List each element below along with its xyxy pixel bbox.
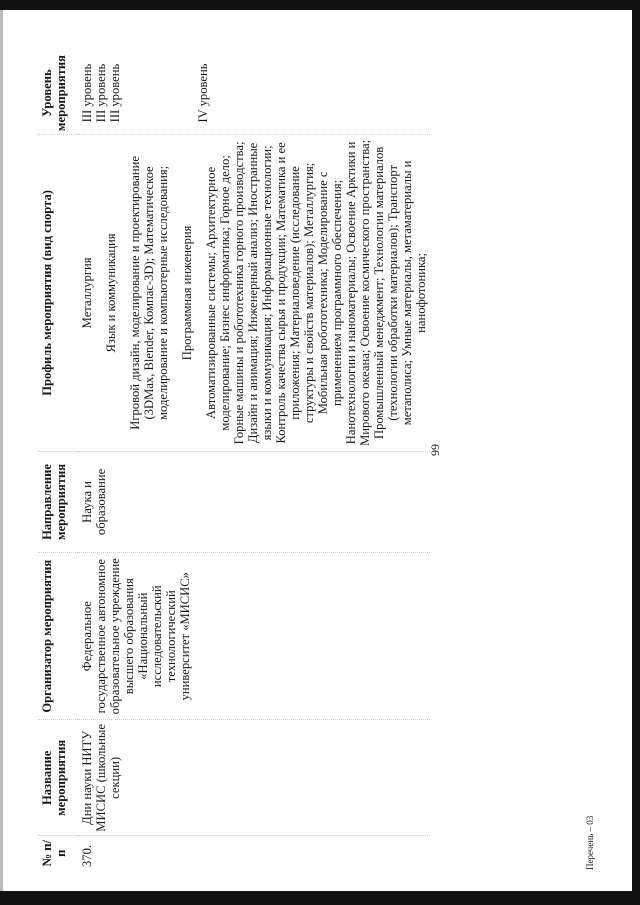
- level-item: III уровень: [94, 63, 108, 123]
- scan-top-border: [0, 0, 640, 10]
- profile-item: Металлургия: [80, 257, 94, 329]
- row-profiles: [78, 135, 430, 452]
- header-profile: Профиль мероприятия (вид спорта): [38, 135, 78, 452]
- row-levels: [78, 52, 430, 135]
- profile-item: Программная инженерия: [180, 225, 194, 361]
- level-item: III уровень: [108, 63, 122, 123]
- page-number: 99: [428, 444, 442, 456]
- footer-label: Перечень – 03: [585, 815, 595, 870]
- header-number: № п/п: [40, 839, 68, 867]
- row-event-name: Дни науки НИТУ МИСИС (школьные секции): [78, 720, 430, 836]
- scan-bottom-border: [0, 891, 640, 905]
- row-organizer: Федеральное государственное автономное образовательное учреждение высшего образования «Национальный исследовательский технологический университет «МИСИС»: [78, 553, 430, 720]
- header-event-name: Название мероприятия: [38, 720, 78, 836]
- row-number: 370.: [80, 844, 94, 867]
- header-organizer: Организатор мероприятия: [38, 553, 78, 720]
- level-item: III уровень: [80, 63, 94, 123]
- profile-item: Автоматизированные системы; Архитектурное моделирование; Бизнес информатика; Горное дело; Горные машины и робототехника горного производства; Дизайн и анимация; Инженерный анализ; Иностранные языки и коммуникация; Информационные технологии; Контроль качества сырья и продукции; Математика и ее приложения; Материаловедение (исследование структуры и свойств материалов); Металлургия; Мобильная робототехника; Моделирование с применением программного обеспечения; Нанотехнологии и наноматериалы; Освоение Арктики и Мирового океана; Освоение космического пространства; Промышленный менеджмент; Технологии материалов (технологии обработки материалов); Транспорт метаполиса; Умные материалы, метаматериалы и нанофотоника;: [204, 139, 428, 446]
- scan-left-shadow: [0, 0, 3, 905]
- scan-right-border: [632, 0, 640, 905]
- profile-item: Язык и коммуникация: [104, 233, 118, 353]
- header-level: Уровень мероприятия: [38, 52, 78, 135]
- profile-item: Игровой дизайн, моделирование и проектирование (3DMax, Blender, Компас-3D); Математическое моделирование и компьютерные исследования;: [128, 156, 170, 430]
- header-direction: Направление мероприятия: [38, 451, 78, 552]
- events-table: [38, 52, 430, 870]
- row-direction: Наука и образование: [78, 451, 430, 552]
- table-row: [78, 52, 430, 870]
- rotated-document-page: [30, 50, 610, 870]
- table-header-row: [38, 52, 78, 870]
- level-item: IV уровень: [196, 63, 210, 123]
